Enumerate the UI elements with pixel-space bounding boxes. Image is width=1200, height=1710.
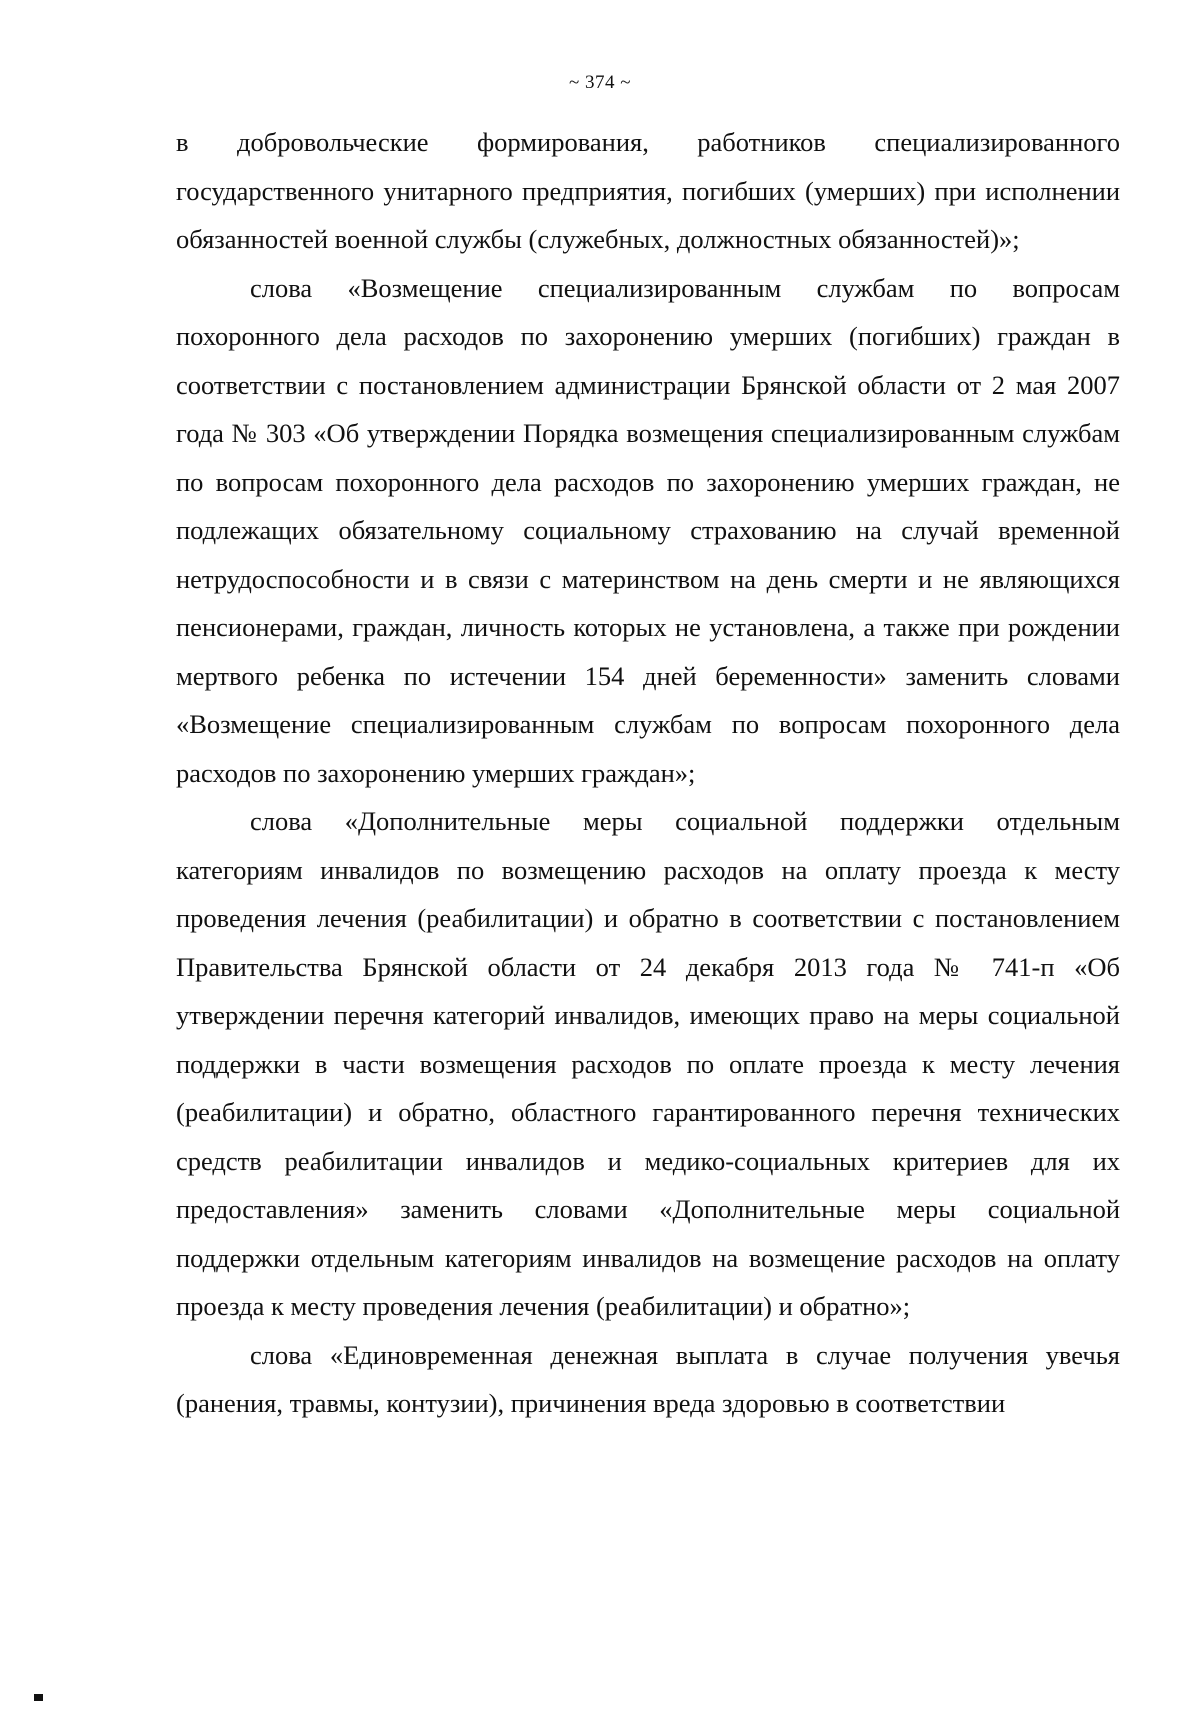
scan-mark (34, 1694, 43, 1701)
paragraph-continuation: в добровольческие формирования, работников специализированного государственного унитарного предприятия, погибших (умерших) при исполнении обязанностей военной службы (служебных, должностных обязанностей)»; (176, 127, 1120, 254)
paragraph-disabled-travel: слова «Дополнительные меры социальной поддержки отдельным категориям инвалидов по возмещению расходов на оплату проезда к месту проведения лечения (реабилитации) и обратно в соответствии с постановлением Правительства Брянской области от 24 декабря 2013 года № 741-п «Об утверждении перечня категорий инвалидов, имеющих право на меры социальной поддержки в части возмещения расходов по оплате проезда к месту лечения (реабилитации) и обратно, областного гарантированного перечня технических средств реабилитации инвалидов и медико-социальных критериев для их предоставления» заменить словами «Дополнительные меры социальной поддержки отдельным категориям инвалидов на возмещение расходов на оплату проезда к месту проведения лечения (реабилитации) и обратно»; (176, 806, 1120, 1321)
document-body (176, 118, 1120, 1428)
paragraph-funeral-services: слова «Возмещение специализированным службам по вопросам похоронного дела расходов по захоронению умерших (погибших) граждан в соответствии с постановлением администрации Брянской области от 2 мая 2007 года № 303 «Об утверждении Порядка возмещения специализированным службам по вопросам похоронного дела расходов по захоронению умерших граждан, не подлежащих обязательному социальному страхованию на случай временной нетрудоспособности и в связи с материнством на день смерти и не являющихся пенсионерами, граждан, личность которых не установлена, а также при рождении мертвого ребенка по истечении 154 дней беременности» заменить словами «Возмещение специализированным службам по вопросам похоронного дела расходов по захоронению умерших граждан»; (176, 272, 1120, 788)
paragraph-lump-sum-payment: слова «Единовременная денежная выплата в случае получения увечья (ранения, травмы, контузии), причинения вреда здоровью в соответствии (176, 1339, 1120, 1418)
page-number: ~ 374 ~ (568, 72, 632, 93)
